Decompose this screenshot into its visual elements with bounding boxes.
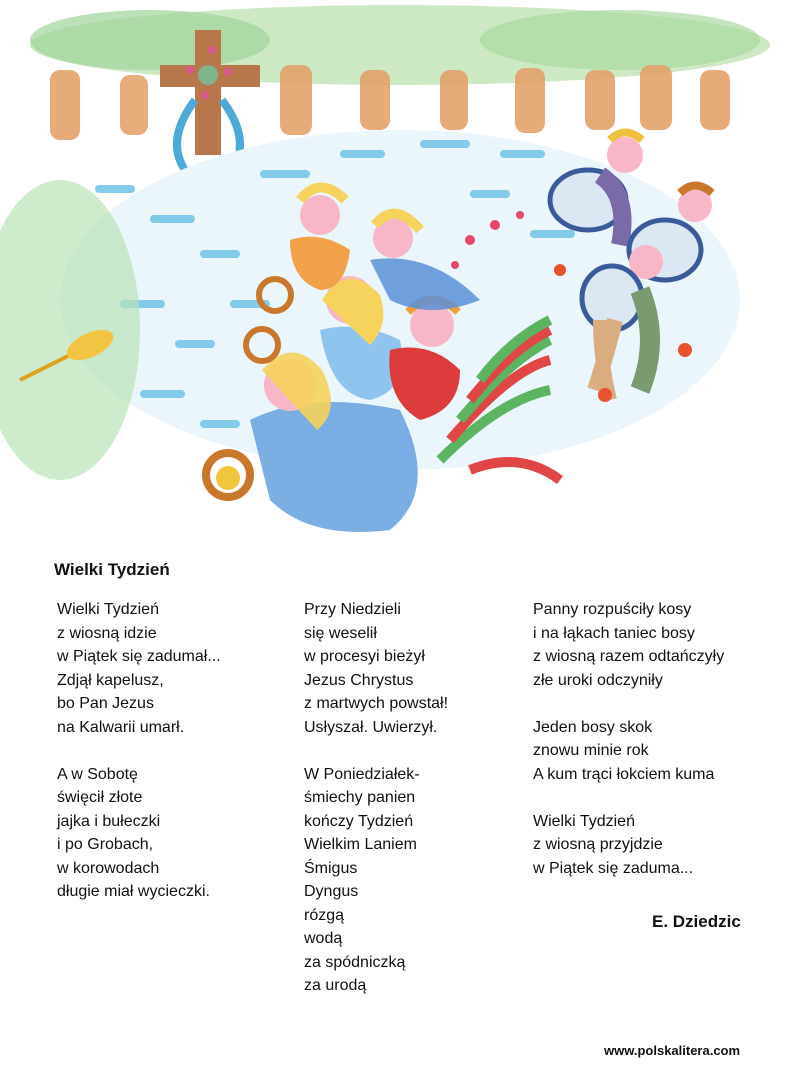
poem-line: w procesyi bieżył — [304, 648, 425, 665]
stanza — [533, 716, 724, 787]
poem-line: Jezus Chrystus — [304, 671, 414, 689]
website-url[interactable]: www.polskalitera.com — [604, 1043, 741, 1058]
poem-line: Wielki Tydzień — [57, 601, 159, 618]
stanza — [57, 598, 221, 739]
poem-line: i na łąkach taniec bosy — [533, 624, 695, 642]
poem-line: na Kalwarii umarł. — [57, 718, 185, 736]
poem-line: znowu minie rok — [533, 742, 649, 759]
stanza — [304, 763, 448, 998]
poem-title: Wielki Tydzień — [54, 560, 170, 579]
poem-line: z wiosną przyjdzie — [533, 836, 663, 853]
poem-column-2 — [304, 598, 448, 1021]
poem-line: złe uroki odczyniły — [533, 671, 663, 689]
poem-line: święcił złote — [57, 789, 143, 806]
poem-line: w Piątek się zadumał... — [57, 648, 221, 665]
poem-line: i po Grobach, — [57, 836, 154, 853]
poem-line: Wielki Tydzień — [533, 812, 635, 830]
poem-line: Przy Niedzieli — [304, 601, 401, 618]
poem-line: Usłyszał. Uwierzył. — [304, 718, 438, 736]
poem-line: Zdjął kapelusz, — [57, 671, 164, 689]
poem-author: E. Dziedzic — [652, 912, 741, 931]
poem-line: jajka i bułeczki — [57, 812, 161, 830]
poem-column-1 — [57, 598, 221, 927]
stanza — [304, 598, 448, 739]
poem-line: śmiechy panien — [304, 789, 416, 806]
poem-line: za urodą — [304, 977, 367, 994]
stanza — [57, 763, 221, 904]
poem-line: się weselił — [304, 624, 377, 642]
poem-line: z wiosną idzie — [57, 624, 157, 642]
poem-column-3 — [533, 598, 724, 904]
poem-line: W Poniedziałek- — [304, 765, 420, 783]
poem-line: kończy Tydzień — [304, 812, 414, 830]
poem-line: z martwych powstał! — [304, 695, 449, 712]
poem-line: Śmigus — [304, 859, 358, 877]
poem-line: za spódniczką — [304, 953, 406, 971]
poem-line: w Piątek się zaduma... — [533, 859, 694, 877]
poem-line: bo Pan Jezus — [57, 695, 154, 712]
stanza — [533, 598, 724, 692]
poem-line: Dyngus — [304, 883, 359, 900]
poem-line: Panny rozpuściły kosy — [533, 601, 692, 618]
poem-line: z wiosną razem odtańczyły — [533, 648, 725, 665]
poem-line: Jeden bosy skok — [533, 718, 653, 736]
poem-line: w korowodach — [57, 859, 160, 877]
stanza — [533, 810, 724, 881]
poem-line: wodą — [304, 930, 343, 947]
poem-line: A kum trąci łokciem kuma — [533, 765, 715, 783]
poem-line: długie miał wycieczki. — [57, 883, 210, 900]
poem-line: A w Sobotę — [57, 765, 138, 783]
poem-line: rózgą — [304, 906, 345, 924]
poem-line: Wielkim Laniem — [304, 836, 417, 853]
